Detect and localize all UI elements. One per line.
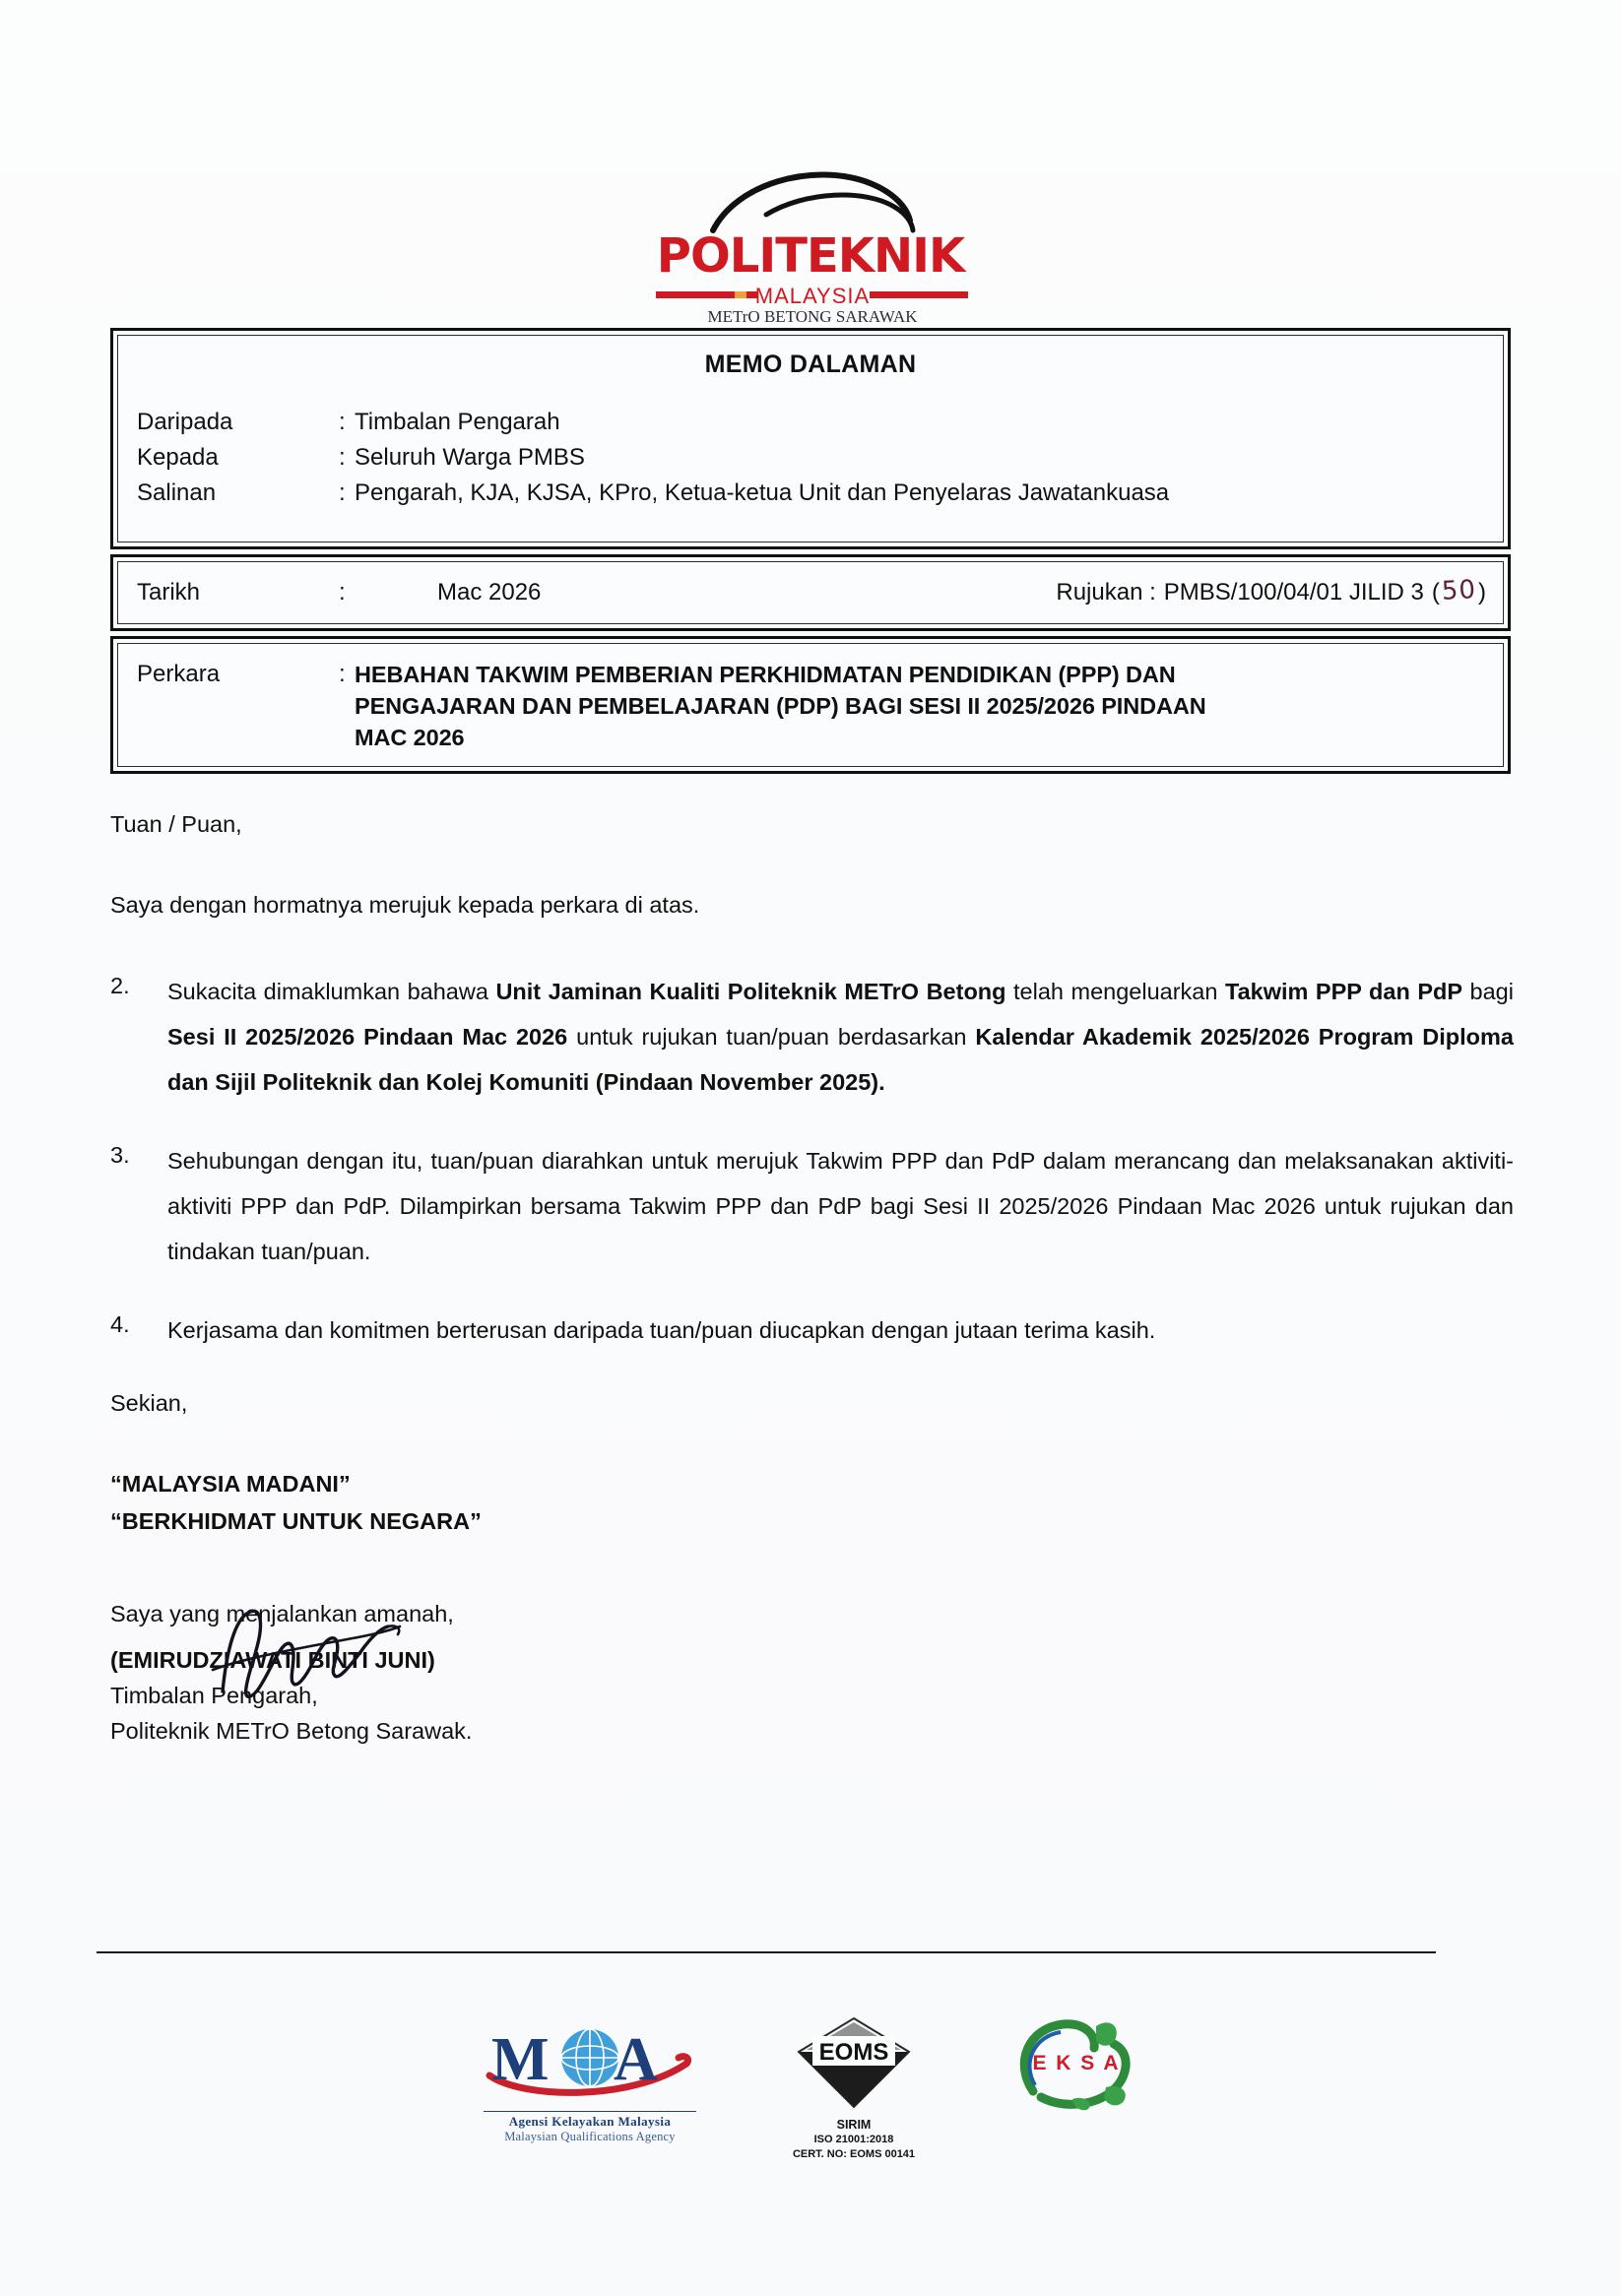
intro-paragraph: Saya dengan hormatnya merujuk kepada perkara di atas. bbox=[110, 892, 700, 918]
memo-field-daripada bbox=[137, 405, 1492, 440]
body-paragraph-4 bbox=[110, 1307, 1514, 1353]
eoms-caption-line-2: ISO 21001:2018 bbox=[813, 2134, 894, 2145]
paragraph-number-3: 3. bbox=[110, 1142, 130, 1168]
salutation: Tuan / Puan, bbox=[110, 811, 242, 837]
text-segment-2: Unit Jaminan Kualiti Politeknik METrO Betong bbox=[495, 979, 1006, 1004]
slogan-line-1: “MALAYSIA MADANI” bbox=[110, 1471, 351, 1497]
eoms-caption-line-1: SIRIM bbox=[836, 2118, 872, 2132]
signer-name: (EMIRUDZIAWATI BINTI JUNI) bbox=[110, 1647, 435, 1673]
eoms-diamond-icon bbox=[791, 2014, 917, 2111]
memo-header-box bbox=[110, 328, 1511, 549]
memo-reference-handwritten-number: 50 bbox=[1441, 575, 1477, 606]
paragraph-number-4: 4. bbox=[110, 1311, 130, 1337]
memo-field-kepada-colon: : bbox=[339, 444, 346, 471]
svg-text:M: M bbox=[491, 2026, 550, 2093]
memo-field-kepada bbox=[137, 440, 1492, 476]
politeknik-malaysia-subtitle-svg bbox=[618, 282, 1003, 325]
body-paragraph-3 bbox=[110, 1138, 1514, 1274]
mqa-caption-english: Malaysian Qualifications Agency bbox=[504, 2130, 676, 2143]
memo-field-salinan bbox=[137, 476, 1492, 511]
mqa-caption-malay: Agensi Kelayakan Malaysia bbox=[484, 2111, 696, 2130]
memo-reference-value: PMBS/100/04/01 JILID 3 bbox=[1163, 579, 1424, 606]
memo-subject-line-3: MAC 2026 bbox=[355, 725, 465, 750]
body-paragraph-2 bbox=[110, 969, 1514, 1105]
text-segment-1: Kerjasama dan komitmen berterusan daripada tuan/puan diucapkan dengan jutaan terima kasih. bbox=[167, 1317, 1156, 1343]
memo-reference-paren-close: ) bbox=[1478, 579, 1486, 606]
text-segment-4: Takwim PPP dan PdP bbox=[1224, 979, 1463, 1004]
politeknik-logo-svg bbox=[618, 165, 1003, 282]
memo-subject-line-1: HEBAHAN TAKWIM PEMBERIAN PERKHIDMATAN PENDIDIKAN (PPP) DAN bbox=[355, 662, 1176, 687]
eksa-logo bbox=[1011, 2014, 1137, 2116]
memo-body bbox=[110, 807, 1514, 1744]
paragraph-text-4 bbox=[167, 1307, 1514, 1353]
text-segment-7: untuk rujukan tuan/puan berdasarkan bbox=[567, 1024, 976, 1050]
memo-reference-block bbox=[1056, 575, 1486, 609]
memo-field-daripada-label: Daripada bbox=[137, 409, 233, 435]
memo-subject-colon: : bbox=[339, 661, 346, 687]
memo-field-salinan-colon: : bbox=[339, 479, 346, 506]
svg-text:METrO BETONG SARAWAK: METrO BETONG SARAWAK bbox=[707, 307, 918, 325]
eoms-caption-line-3: CERT. NO: EOMS 00141 bbox=[792, 2148, 916, 2160]
svg-text:A: A bbox=[614, 2026, 658, 2093]
memo-subject-row bbox=[137, 659, 1484, 753]
handwritten-signature-icon bbox=[205, 1597, 431, 1715]
memo-date-label: Tarikh bbox=[137, 579, 201, 606]
mqa-logo bbox=[484, 2014, 696, 2144]
memo-field-list bbox=[137, 405, 1492, 511]
text-segment-3: telah mengeluarkan bbox=[1005, 979, 1225, 1004]
signature-area bbox=[110, 1642, 1514, 1744]
mqa-globe-icon bbox=[484, 2014, 696, 2105]
memo-date-row bbox=[137, 575, 1486, 609]
eoms-mark-text: EOMS bbox=[818, 2039, 889, 2066]
paragraph-text-2 bbox=[167, 969, 1514, 1105]
memo-subject-line-2: PENGAJARAN DAN PEMBELAJARAN (PDP) BAGI SESI II 2025/2026 PINDAAN bbox=[355, 693, 1206, 719]
signer-role-line-1: Timbalan Pengarah, bbox=[110, 1683, 318, 1708]
paragraph-text-3 bbox=[167, 1138, 1514, 1274]
slogan-line-2: “BERKHIDMAT UNTUK NEGARA” bbox=[110, 1508, 482, 1534]
memo-date-value: Mac 2026 bbox=[437, 579, 542, 606]
closing-sekian: Sekian, bbox=[110, 1390, 188, 1416]
eksa-mark-text: E K S A bbox=[1032, 2052, 1121, 2074]
memo-date-reference-box bbox=[110, 554, 1511, 631]
memo-field-kepada-value: Seluruh Warga PMBS bbox=[355, 444, 585, 471]
memo-reference-label: Rujukan : bbox=[1056, 579, 1156, 606]
footer-certification-logos bbox=[0, 2014, 1621, 2162]
institution-logo bbox=[0, 165, 1621, 325]
eoms-caption bbox=[791, 2118, 917, 2162]
slogan-block bbox=[110, 1465, 1514, 1540]
footer-divider bbox=[97, 1951, 1436, 1953]
memo-subject-box bbox=[110, 636, 1511, 774]
memo-date-colon: : bbox=[339, 579, 346, 606]
memo-field-salinan-value: Pengarah, KJA, KJSA, KPro, Ketua-ketua Unit dan Penyelaras Jawatankuasa bbox=[355, 479, 1170, 506]
amanah-line: Saya yang menjalankan amanah, bbox=[110, 1601, 454, 1626]
text-segment-8: Kalendar Akademik 2025/2026 Program Diploma dan Sijil Politeknik dan Kolej Komuniti (Pindaan November 2025). bbox=[167, 1024, 1514, 1095]
eksa-leaf-icon bbox=[1011, 2014, 1137, 2111]
memo-field-kepada-label: Kepada bbox=[137, 444, 219, 471]
text-segment-5: bagi bbox=[1462, 979, 1514, 1004]
memo-subject-value bbox=[355, 659, 1484, 753]
text-segment-6: Sesi II 2025/2026 Pindaan Mac 2026 bbox=[167, 1024, 568, 1050]
memo-title: MEMO DALAMAN bbox=[704, 351, 917, 378]
memo-field-daripada-colon: : bbox=[339, 409, 346, 435]
memo-field-daripada-value: Timbalan Pengarah bbox=[355, 409, 560, 435]
svg-text:POLITEKNIK: POLITEKNIK bbox=[656, 228, 965, 282]
memo-reference-paren-open: ( bbox=[1431, 579, 1440, 606]
text-segment-1: Sehubungan dengan itu, tuan/puan diarahkan untuk merujuk Takwim PPP dan PdP dalam merancang dan melaksanakan aktiviti-aktiviti PPP dan PdP. Dilampirkan bersama Takwim PPP dan PdP bagi Sesi II 2025/2026 Pindaan Mac 2026 untuk rujukan dan tindakan tuan/puan. bbox=[167, 1148, 1514, 1264]
memo-subject-label: Perkara bbox=[137, 661, 221, 687]
text-segment-1: Sukacita dimaklumkan bahawa bbox=[167, 979, 496, 1004]
svg-text:MALAYSIA: MALAYSIA bbox=[754, 284, 871, 308]
signer-role-line-2: Politeknik METrO Betong Sarawak. bbox=[110, 1718, 473, 1744]
paragraph-number-2: 2. bbox=[110, 973, 130, 998]
eoms-logo bbox=[791, 2014, 917, 2162]
memo-field-salinan-label: Salinan bbox=[137, 479, 217, 506]
